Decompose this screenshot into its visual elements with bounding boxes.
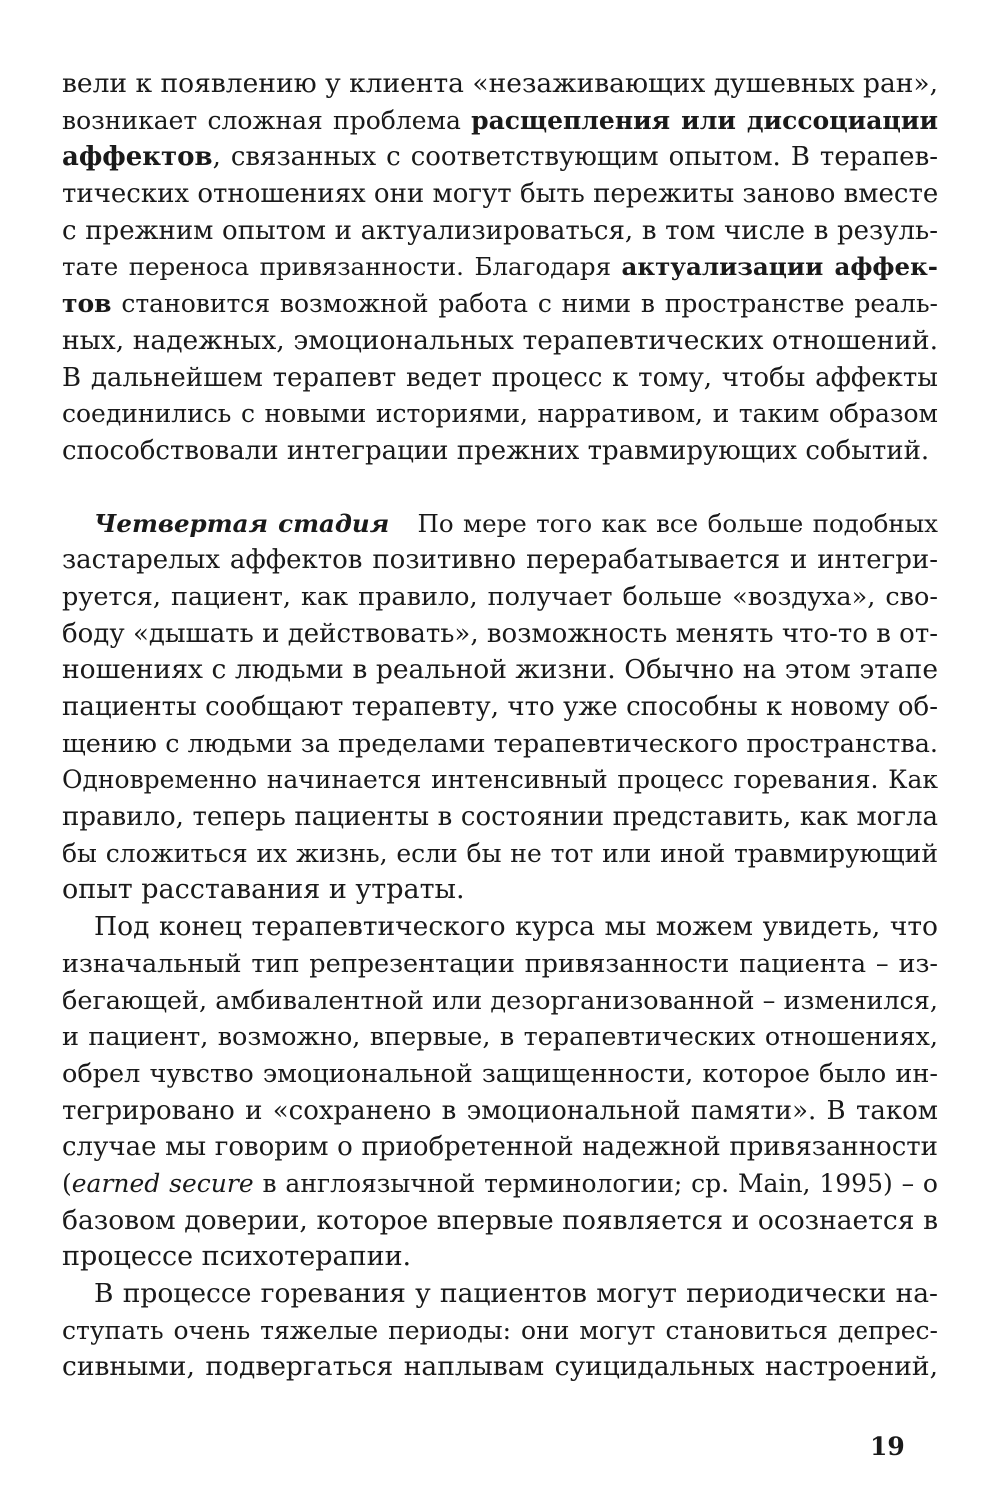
paragraph-3: [62, 909, 938, 1276]
text-line: застарелых аффектов позитивно перерабатывается и интегри-: [62, 545, 938, 576]
text-line: возникает сложная проблема расщепления или диссоциации: [62, 105, 938, 135]
text-line: тов становится возможной работа с ними в пространстве реаль-: [62, 289, 938, 319]
text-line: руется, пациент, как правило, получает больше «воздуха», сво-: [62, 581, 938, 612]
bold-term: аффектов: [62, 142, 213, 173]
text-line: базовом доверии, которое впервые появляется и осознается в: [62, 1204, 938, 1236]
text-line: бы сложиться их жизнь, если бы не тот или иной травмирующий: [62, 838, 938, 868]
italic-term: earned secure: [71, 1168, 254, 1198]
text-line: изначальный тип репрезентации привязанности пациента – из-: [62, 948, 938, 979]
text-line: процессе психотерапии.: [62, 1241, 412, 1273]
page-number: 19: [870, 1432, 905, 1461]
bold-term: актуализации аффек-: [621, 252, 938, 282]
text-line: тегрировано и «сохранено в эмоциональной памяти». В таком: [62, 1095, 938, 1126]
text-line: правило, теперь пациенты в состоянии представить, как могла: [62, 802, 938, 833]
text-line: тических отношениях они могут быть пережиты заново вместе: [62, 179, 939, 210]
bold-term: расщепления или диссоциации: [471, 105, 938, 135]
paragraph-2: [62, 506, 938, 910]
text-line: Под конец терапевтического курса мы можем увидеть, что: [94, 911, 938, 943]
page-text: [62, 66, 938, 1386]
text-line: боду «дышать и действовать», возможность менять что-то в от-: [62, 618, 938, 649]
text-line: с прежним опытом и актуализироваться, в том числе в резуль-: [62, 215, 938, 246]
text-line: опыт расставания и утраты.: [62, 874, 465, 906]
text-line: пациенты сообщают терапевту, что уже способны к новому об-: [62, 692, 938, 722]
paragraph-4: [62, 1276, 938, 1386]
text-line: обрел чувство эмоциональной защищенности, которое было ин-: [62, 1058, 938, 1089]
text-line: В дальнейшем терапевт ведет процесс к тому, чтобы аффекты: [62, 362, 938, 393]
text-line: бегающей, амбивалентной или дезорганизованной – изменился,: [62, 985, 938, 1016]
text-line: ношениях с людьми в реальной жизни. Обычно на этом этапе: [62, 654, 938, 686]
text-line: (earned secure в англоязычной терминологии; ср. Main, 1995) – о: [62, 1168, 938, 1198]
text-line: ных, надежных, эмоциональных терапевтических отношений.: [62, 324, 938, 356]
text-line: способствовали интеграции прежних травмирующих событий.: [62, 435, 930, 466]
text-line: сивными, подвергаться наплывам суицидальных настроений,: [62, 1351, 938, 1383]
text-line: тате переноса привязанности. Благодаря актуализации аффек-: [62, 252, 938, 282]
text-line: В процессе горевания у пациентов могут периодически на-: [94, 1278, 938, 1309]
text-line: Одновременно начинается интенсивный процесс горевания. Как: [62, 765, 938, 795]
section-gap: [62, 470, 938, 506]
text-line: аффектов, связанных с соответствующим опытом. В терапев-: [62, 142, 938, 173]
text-line: щению с людьми за пределами терапевтического пространства.: [62, 728, 938, 759]
text-line: случае мы говорим о приобретенной надежной привязанности: [62, 1132, 938, 1163]
section-heading: Четвертая стадия: [94, 508, 390, 538]
text-line: соединились с новыми историями, нарративом, и таким образом: [62, 399, 938, 429]
text-line: вели к появлению у клиента «незаживающих душевных ран»,: [62, 68, 939, 99]
text-line: и пациент, возможно, впервые, в терапевтических отношениях,: [62, 1022, 938, 1053]
text-line: Четвертая стадия По мере того как все больше подобных: [94, 508, 938, 538]
bold-term: тов: [62, 289, 112, 319]
text-line: ступать очень тяжелые периоды: они могут становиться депрес-: [62, 1315, 938, 1345]
paragraph-1: [62, 66, 938, 470]
